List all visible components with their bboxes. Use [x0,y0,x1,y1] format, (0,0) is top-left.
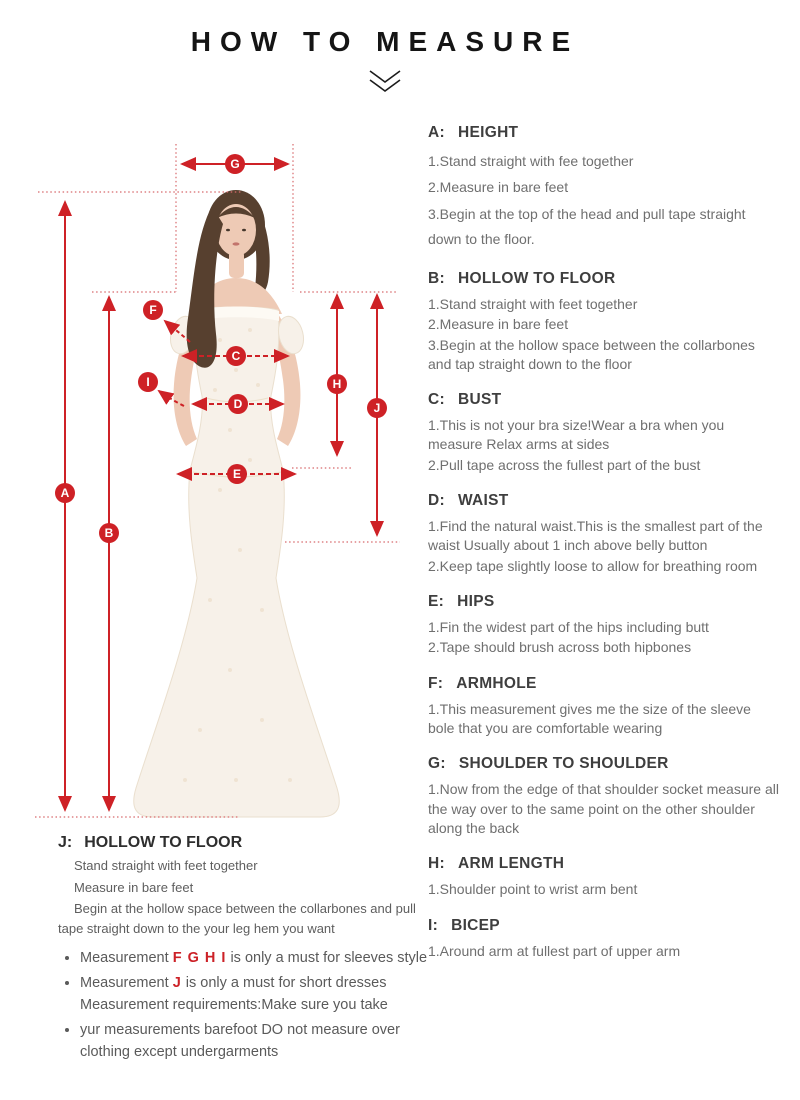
section-heading [428,917,780,935]
section-line: 1.Find the natural waist.This is the smallest part of the waist Usually about 1 inch above belly button [428,518,763,554]
section-height [428,124,780,253]
svg-text:D: D [233,397,243,411]
svg-text:J: J [373,401,381,415]
section-title: ARM LENGTH [457,855,565,873]
section-hollow-to-floor-j [58,834,426,940]
section-key: C: [428,391,445,409]
section-line: Measure in bare feet [74,879,194,895]
svg-text:A: A [60,486,70,500]
section-heading [428,124,780,142]
note-text: Measurement [80,975,173,992]
model-illustration [134,190,340,817]
section-line: 2.Keep tape slightly loose to allow for breathing room [428,557,758,574]
section-shoulder-to-shoulder [428,755,780,838]
svg-text:F: F [149,303,157,317]
note-text: is only a must for short dresses Measurement requirements:Make sure you take [80,975,388,1013]
note-item [80,973,450,1016]
section-hollow-to-floor [428,270,780,374]
section-title: HOLLOW TO FLOOR [457,269,616,287]
section-heading [428,755,780,773]
note-highlight: J [172,975,182,992]
section-line: Stand straight with feet together [74,858,258,873]
section-title: BICEP [451,916,500,934]
section-heading [58,834,426,852]
section-line: 3.Begin at the top of the head and pull tape straight down to the floor. [428,205,746,248]
section-heading [428,855,780,873]
svg-text:C: C [231,349,241,363]
section-heading [428,593,780,611]
measure-h [327,295,347,455]
section-title: SHOULDER TO SHOULDER [458,755,669,773]
section-line: 2.Measure in bare feet [428,179,569,196]
section-heading [428,391,780,409]
section-heading [428,492,780,510]
section-line: 3.Begin at the hollow space between the collarbones and tap straight down to the floor [428,336,755,372]
section-arm-length [428,855,780,899]
section-key: F: [428,674,444,692]
note-item [80,1020,450,1063]
section-key: I: [428,916,439,934]
instructions-column [428,124,780,978]
section-title: BUST [457,391,502,409]
measure-j [367,295,387,535]
section-line: 1.Stand straight with feet together [428,295,638,312]
section-line: 1.Shoulder point to wrist arm bent [428,881,638,898]
section-line: 1.This measurement gives me the size of the sleeve bole that you are comfortable wearing [428,700,751,736]
section-key: D: [428,492,445,510]
note-text: Measurement [80,950,173,966]
svg-text:E: E [232,467,242,481]
section-line: 1.Around arm at fullest part of upper arm [428,942,681,959]
note-highlight: F G H I [172,950,227,966]
section-bicep [428,917,780,961]
note-text: yur measurements barefoot DO not measure over clothing except undergarments [80,1022,400,1060]
measurement-diagram [0,130,420,830]
section-line: 1.Stand straight with fee together [428,153,634,169]
section-armhole [428,675,780,739]
section-title: HEIGHT [457,124,519,141]
section-line: 2.Tape should brush across both hipbones [428,639,692,656]
section-hips [428,593,780,658]
svg-text:G: G [230,157,240,171]
section-line: 1.Fin the widest part of the hips including butt [428,619,709,635]
section-line: 2.Measure in bare feet [428,316,569,333]
section-line: Begin at the hollow space between the collarbones and pull tape straight down to the your leg hem you want [58,901,416,936]
section-line: 1.This is not your bra size!Wear a bra when you measure Relax arms at sides [428,417,725,453]
section-title: HOLLOW TO FLOOR [84,834,243,851]
section-title: ARMHOLE [456,674,537,692]
section-key: H: [428,855,445,873]
section-key: B: [428,269,445,287]
note-text: is only a must for sleeves style [226,950,428,966]
section-line: 2.Pull tape across the fullest part of the bust [428,456,701,473]
measurement-notes [58,948,450,1067]
section-title: WAIST [457,492,509,510]
section-key: G: [428,755,446,773]
svg-text:H: H [332,377,342,391]
section-heading [428,270,780,288]
page-title: HOW TO MEASURE [190,26,580,57]
measure-g [182,154,288,174]
measure-b [99,297,119,810]
section-key: J: [58,834,73,851]
svg-text:B: B [104,526,114,540]
section-key: A: [428,124,445,141]
measure-a [55,202,75,810]
section-title: HIPS [457,593,495,610]
svg-text:I: I [146,375,150,389]
section-bust [428,391,780,475]
note-item [80,948,450,969]
section-waist [428,492,780,576]
section-key: E: [428,593,445,610]
double-chevron-down-icon [366,68,404,98]
section-heading [428,675,780,693]
section-line: 1.Now from the edge of that shoulder socket measure all the way over to the same point on the other shoulder along the back [428,781,779,836]
